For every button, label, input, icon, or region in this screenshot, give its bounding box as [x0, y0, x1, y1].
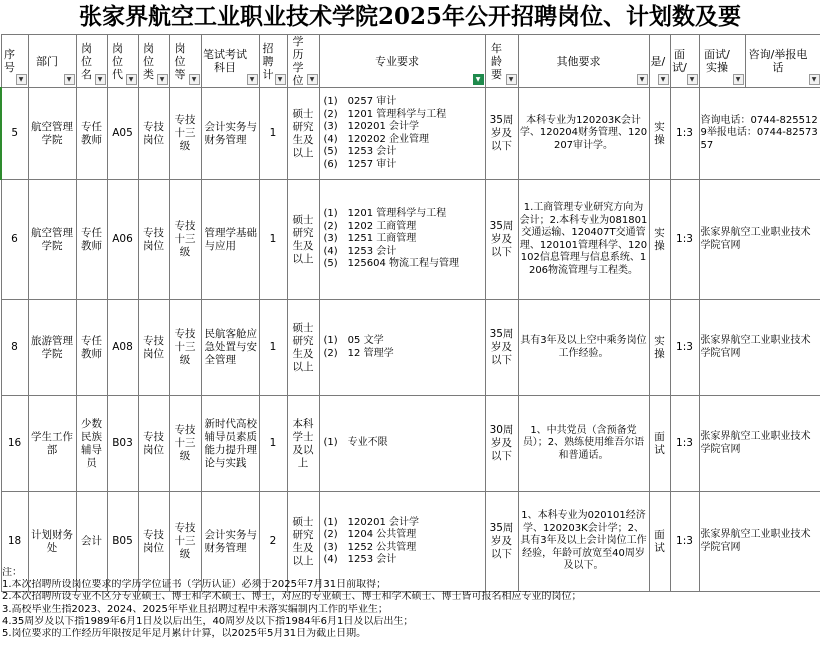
dropdown-icon: ▼ [157, 74, 168, 85]
cell-dept[interactable]: 旅游管理学院 [28, 300, 76, 396]
dropdown-icon: ▼ [809, 74, 820, 85]
dropdown-icon: ▼ [189, 74, 200, 85]
cell-count[interactable]: 1 [259, 88, 287, 180]
cell-ratio[interactable]: 1:3 [670, 180, 699, 300]
cell-pos-name[interactable]: 少数民族辅导员 [76, 396, 107, 492]
cell-other[interactable]: 1、中共党员（含预备党员）；2、熟练使用维吾尔语和普通话。 [518, 396, 649, 492]
dropdown-icon: ▼ [247, 74, 258, 85]
cell-pos-level[interactable]: 专技十三级 [169, 396, 201, 492]
dropdown-icon: ▼ [658, 74, 669, 85]
recruitment-table [0, 34, 820, 592]
cell-contact[interactable]: 张家界航空工业职业技术学院官网 [699, 180, 820, 300]
cell-age[interactable]: 35周岁及以下 [485, 492, 518, 592]
header-edu[interactable]: 学历学位 ▼ [287, 35, 319, 88]
cell-ratio[interactable]: 1:3 [670, 492, 699, 592]
header-pos-type[interactable]: 岗位类 ▼ [138, 35, 169, 88]
major-item: (3) 1251 工商管理 [323, 233, 417, 245]
cell-exam[interactable]: 会计实务与财务管理 [201, 88, 259, 180]
cell-pos-code[interactable]: A06 [107, 180, 138, 300]
major-item: (3) 120201 会计学 [323, 121, 420, 132]
header-row [1, 35, 820, 88]
header-dept[interactable]: 部门 ▼ [28, 35, 76, 88]
cell-edu[interactable]: 硕士研究生及以上 [287, 180, 319, 300]
cell-major[interactable] [319, 88, 485, 180]
cell-age[interactable]: 35周岁及以下 [485, 300, 518, 396]
cell-exam[interactable]: 会计实务与财务管理 [201, 492, 259, 592]
dropdown-icon: ▼ [506, 74, 517, 85]
cell-mode[interactable]: 实操 [649, 88, 670, 180]
notes [2, 567, 818, 640]
dropdown-icon: ▼ [64, 74, 75, 85]
cell-edu[interactable]: 硕士研究生及以上 [287, 88, 319, 180]
cell-seq[interactable]: 18 [1, 492, 28, 592]
dropdown-icon: ▼ [275, 74, 286, 85]
cell-mode[interactable]: 实操 [649, 180, 670, 300]
cell-major[interactable] [319, 300, 485, 396]
cell-pos-code[interactable]: A05 [107, 88, 138, 180]
cell-pos-type[interactable]: 专技岗位 [138, 492, 169, 592]
dropdown-icon: ▼ [687, 74, 698, 85]
cell-seq[interactable]: 6 [1, 180, 28, 300]
cell-contact[interactable]: 张家界航空工业职业技术学院官网 [699, 300, 820, 396]
cell-pos-type[interactable]: 专技岗位 [138, 88, 169, 180]
cell-pos-name[interactable]: 专任教师 [76, 300, 107, 396]
cell-pos-code[interactable]: B05 [107, 492, 138, 592]
major-item: (2) 12 管理学 [323, 347, 394, 359]
filter-icon: ▼ [473, 74, 484, 85]
cell-exam[interactable]: 民航客舱应急处置与安全管理 [201, 300, 259, 396]
major-item: (4) 120202 企业管理 [323, 133, 430, 145]
cell-count[interactable]: 1 [259, 180, 287, 300]
table-row[interactable] [1, 300, 820, 396]
note-line: 1.本次招聘所设岗位要求的学历学位证书（学历认证）必须于2025年7月31日前取得； [2, 579, 387, 591]
major-item: (5) 125604 物流工程与管理 [323, 258, 460, 270]
page-title: 张家界航空工业职业技术学院2025年公开招聘岗位、计划数及要 [78, 3, 741, 30]
cell-contact[interactable]: 张家界航空工业职业技术学院官网 [699, 396, 820, 492]
major-item: (1) 1201 管理科学与工程 [323, 208, 447, 220]
major-item: (1) 0257 审计 [323, 96, 397, 107]
table-row[interactable] [1, 88, 820, 180]
header-pos-code[interactable]: 岗位代 ▼ [107, 35, 138, 88]
cell-seq[interactable]: 8 [1, 300, 28, 396]
cell-count[interactable]: 1 [259, 396, 287, 492]
cell-pos-level[interactable]: 专技十三级 [169, 492, 201, 592]
header-contact[interactable]: 咨询/举报电话 ▼ [745, 35, 820, 88]
major-item: (5) 1253 会计 [323, 146, 397, 157]
cell-mode[interactable]: 面试 [649, 396, 670, 492]
note-line: 3.高校毕业生指2023、2024、2025年毕业且招聘过程中未落实编制内工作的毕业生； [2, 603, 388, 615]
cell-dept[interactable]: 学生工作部 [28, 396, 76, 492]
major-item: (3) 1252 公共管理 [323, 541, 417, 553]
cell-edu[interactable]: 硕士研究生及以上 [287, 300, 319, 396]
cell-age[interactable]: 35周岁及以下 [485, 88, 518, 180]
header-pos-level[interactable]: 岗位等 ▼ [169, 35, 201, 88]
major-item: (1) 120201 会计学 [323, 516, 420, 528]
note-line: 2.本次招聘所设专业不区分专业硕士、博士和学术硕士、博士，对应的专业硕士、博士和学术硕士、博士皆可报名相应专业的岗位； [2, 591, 582, 603]
header-seq[interactable]: 序号 ▼ [1, 35, 28, 88]
cell-edu[interactable]: 硕士研究生及以上 [287, 492, 319, 592]
note-line: 4.35周岁及以下指1989年6月1日及以后出生，40周岁及以下指1984年6月1日及以后出生； [2, 615, 414, 627]
header-shi[interactable]: 是/ ▼ [649, 35, 670, 88]
cell-pos-type[interactable]: 专技岗位 [138, 180, 169, 300]
header-exam[interactable]: 笔试考试科目 ▼ [201, 35, 259, 88]
cell-edu[interactable]: 本科学士及以上 [287, 396, 319, 492]
note-line: 注： [2, 567, 22, 578]
header-ratio[interactable]: 面试/ ▼ [670, 35, 699, 88]
table-row[interactable] [1, 396, 820, 492]
note-line: 5.岗位要求的工作经历年限按足年足月累计计算，以2025年5月31日为截止日期。 [2, 628, 367, 640]
cell-ratio[interactable]: 1:3 [670, 300, 699, 396]
header-interview[interactable]: 面试/实操 ▼ [699, 35, 745, 88]
cell-contact[interactable]: 咨询电话：0744-8255129举报电话：0744-8257357 [699, 88, 820, 180]
cell-pos-name[interactable]: 专任教师 [76, 180, 107, 300]
dropdown-icon: ▼ [95, 74, 106, 85]
header-pos-name[interactable]: 岗位名 ▼ [76, 35, 107, 88]
header-major[interactable]: 专业要求 ▼ [319, 35, 485, 88]
table-row[interactable] [1, 180, 820, 300]
major-item: (1) 05 文学 [323, 335, 384, 346]
major-item: (4) 1253 会计 [323, 554, 397, 565]
cell-exam[interactable]: 新时代高校辅导员素质能力提升理论与实践 [201, 396, 259, 492]
cell-pos-level[interactable]: 专技十三级 [169, 180, 201, 300]
cell-pos-name[interactable]: 会计 [76, 492, 107, 592]
header-other[interactable]: 其他要求 ▼ [518, 35, 649, 88]
cell-age[interactable]: 30周岁及以下 [485, 396, 518, 492]
cell-pos-level[interactable]: 专技十三级 [169, 88, 201, 180]
cell-seq[interactable]: 16 [1, 396, 28, 492]
cell-other[interactable]: 具有3年及以上空中乘务岗位工作经验。 [518, 300, 649, 396]
cell-count[interactable]: 2 [259, 492, 287, 592]
major-item: (4) 1253 会计 [323, 245, 397, 257]
cell-pos-name[interactable]: 专任教师 [76, 88, 107, 180]
cell-contact[interactable]: 张家界航空工业职业技术学院官网 [699, 492, 820, 592]
cell-major[interactable] [319, 180, 485, 300]
dropdown-icon: ▼ [637, 74, 648, 85]
dropdown-icon: ▼ [126, 74, 137, 85]
cell-other[interactable]: 1.工商管理专业研究方向为会计；2.本科专业为081801交通运输、120407T交通管理、120101管理科学、120102信息管理与信息系统、1206物流管理与工程类。 [518, 180, 649, 300]
major-item: (2) 1201 管理科学与工程 [323, 108, 447, 120]
cell-dept[interactable]: 航空管理学院 [28, 88, 76, 180]
cell-age[interactable]: 35周岁及以下 [485, 180, 518, 300]
cell-dept[interactable]: 航空管理学院 [28, 180, 76, 300]
cell-mode[interactable]: 面试 [649, 492, 670, 592]
cell-seq[interactable]: 5 [1, 88, 28, 180]
major-item: (1) 专业不限 [323, 437, 388, 449]
cell-ratio[interactable]: 1:3 [670, 88, 699, 180]
major-item: (6) 1257 审计 [323, 158, 397, 170]
cell-pos-code[interactable]: A08 [107, 300, 138, 396]
header-age[interactable]: 年龄要 ▼ [485, 35, 518, 88]
dropdown-icon: ▼ [307, 74, 318, 85]
cell-other[interactable]: 1、本科专业为020101经济学、120203K会计学；2、具有3年及以上会计岗位工作经验，年龄可放宽至40周岁及以下。 [518, 492, 649, 592]
cell-other[interactable]: 本科专业为120203K会计学、120204财务管理、120207审计学。 [518, 88, 649, 180]
cell-pos-type[interactable]: 专技岗位 [138, 300, 169, 396]
cell-count[interactable]: 1 [259, 300, 287, 396]
cell-pos-code[interactable]: B03 [107, 396, 138, 492]
cell-major[interactable] [319, 396, 485, 492]
cell-mode[interactable]: 实操 [649, 300, 670, 396]
dropdown-icon: ▼ [733, 74, 744, 85]
cell-dept[interactable]: 计划财务处 [28, 492, 76, 592]
dropdown-icon: ▼ [16, 74, 27, 85]
major-item: (2) 1204 公共管理 [323, 529, 417, 540]
header-count[interactable]: 招聘计 ▼ [259, 35, 287, 88]
major-item: (2) 1202 工商管理 [323, 220, 417, 232]
cell-ratio[interactable]: 1:3 [670, 396, 699, 492]
cell-pos-level[interactable]: 专技十三级 [169, 300, 201, 396]
cell-pos-type[interactable]: 专技岗位 [138, 396, 169, 492]
cell-exam[interactable]: 管理学基础与应用 [201, 180, 259, 300]
